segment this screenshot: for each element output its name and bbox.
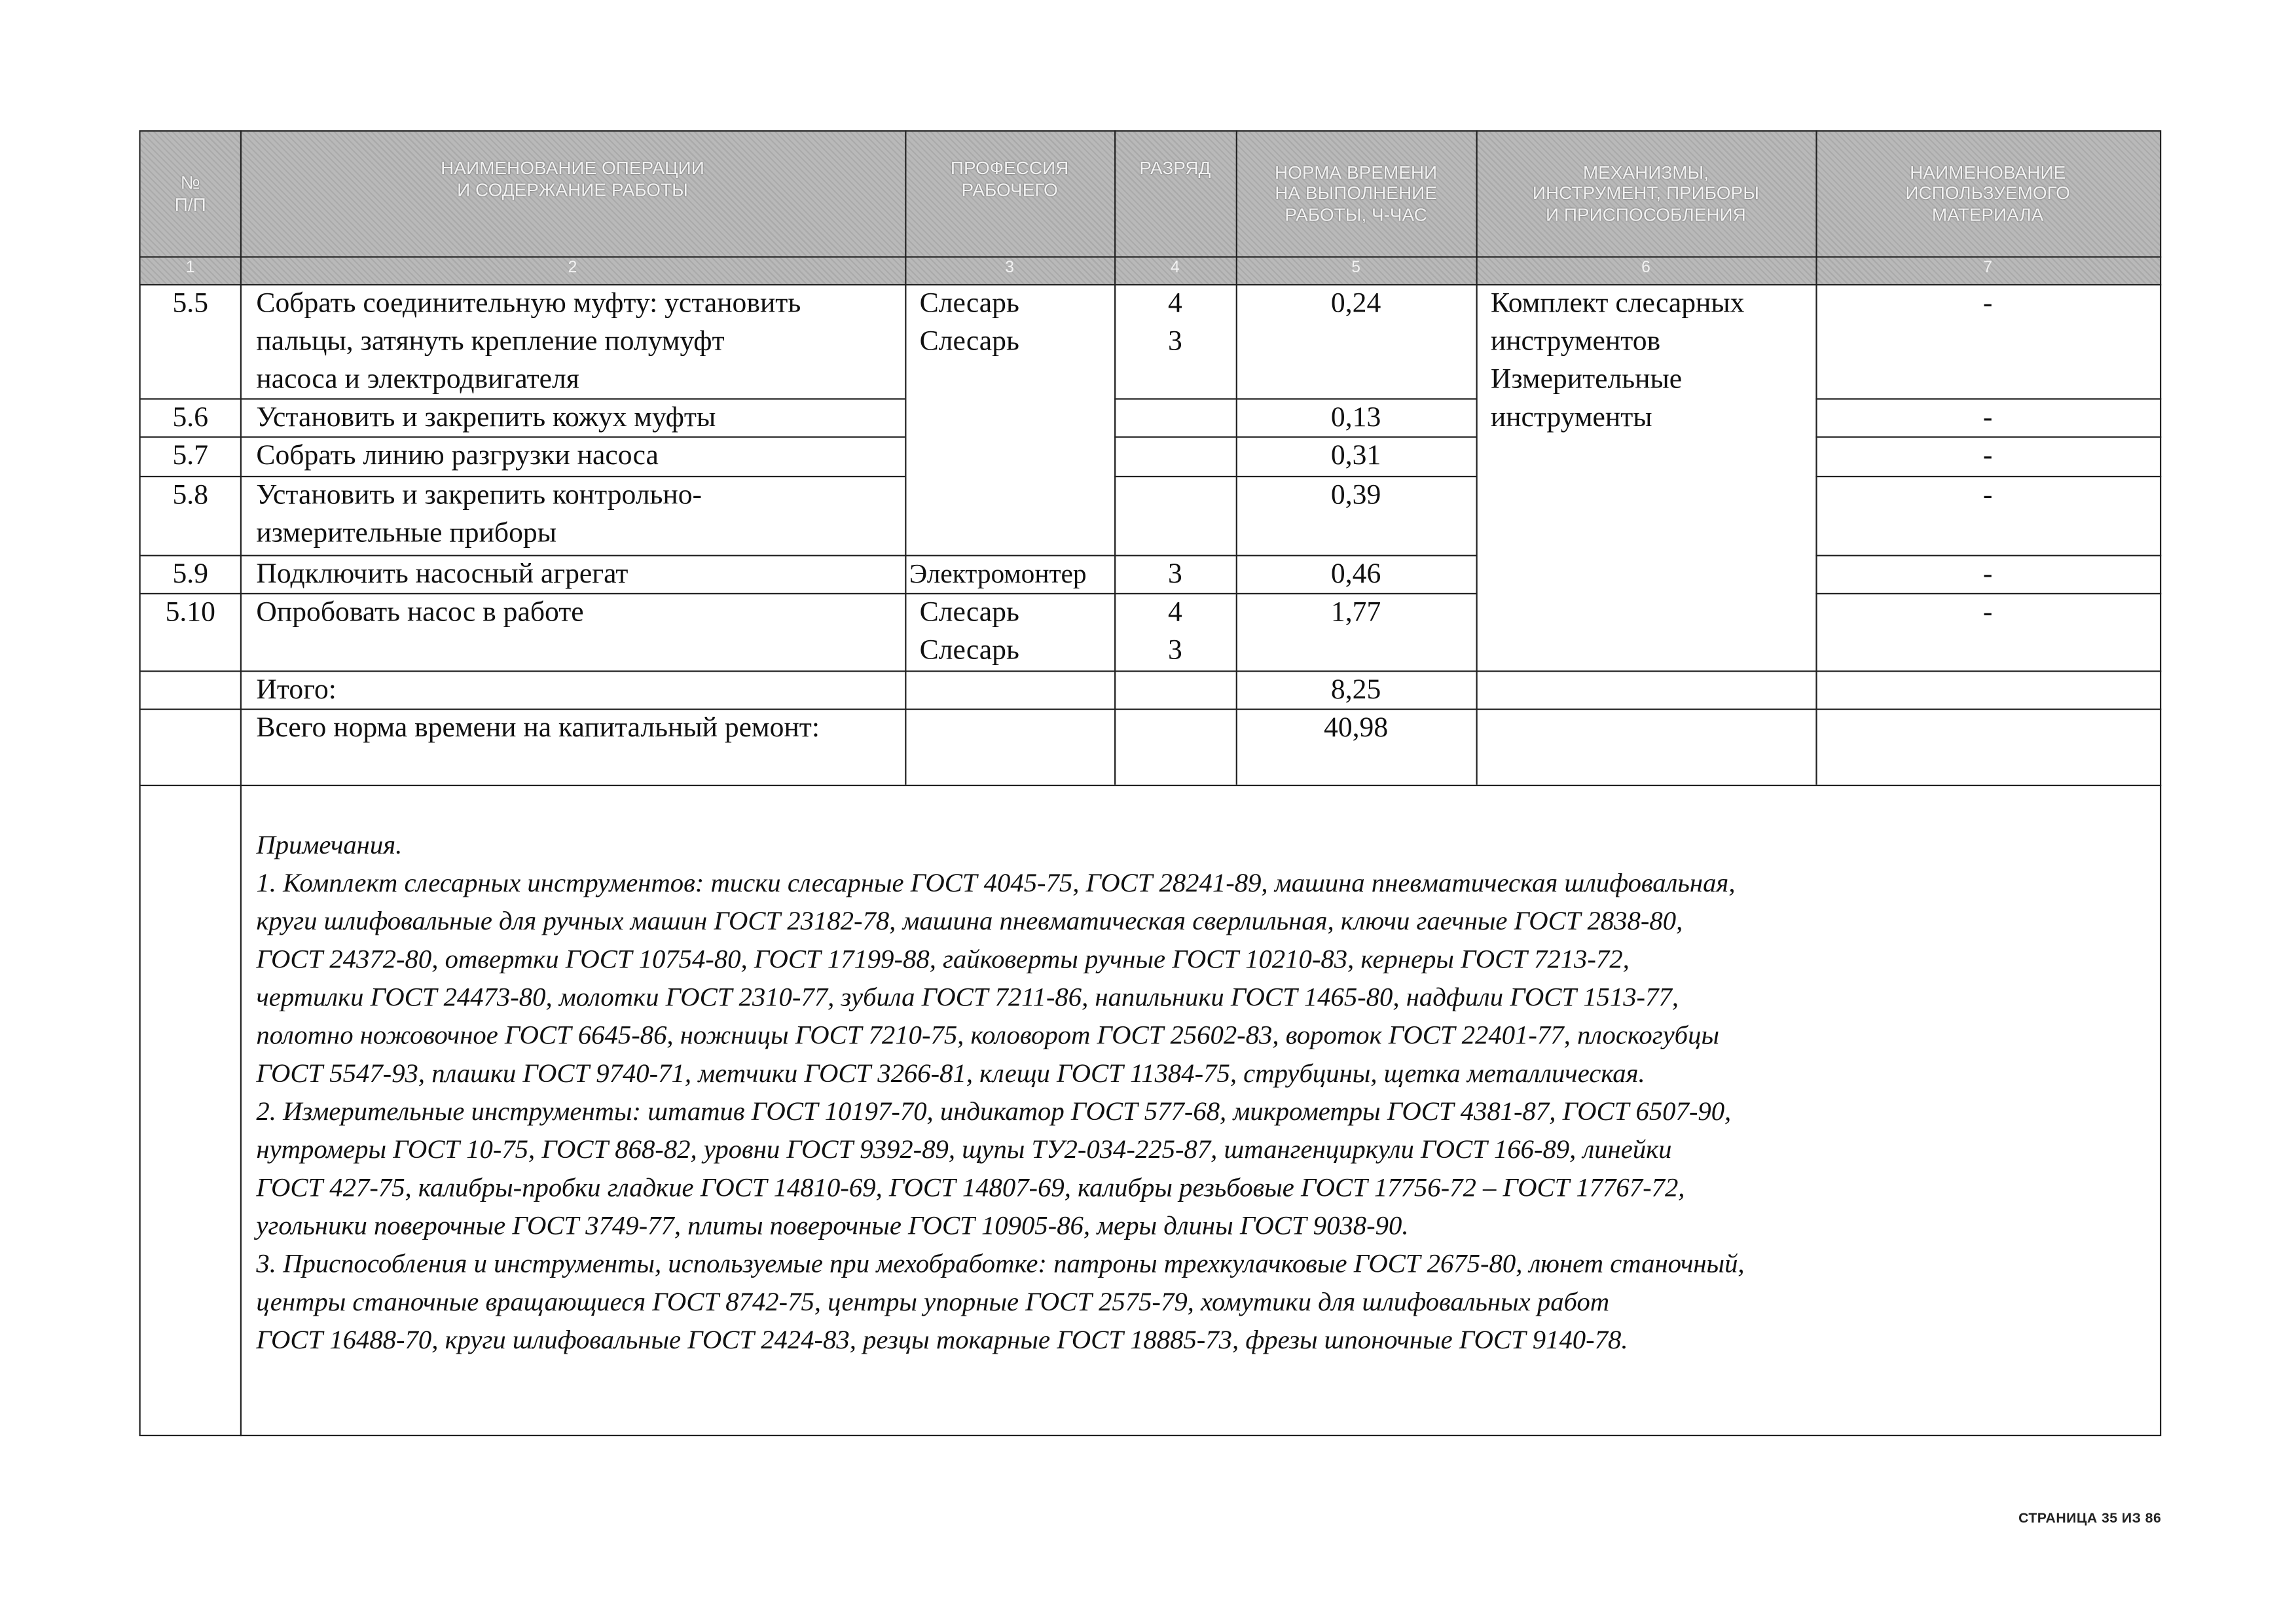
subtotal-label: Итого:: [256, 675, 337, 706]
notes-line: центры станочные вращающиеся ГОСТ 8742-75, центры упорные ГОСТ 2575-79, хомутики для шлифовальных работ: [256, 1286, 1610, 1316]
row-5.5-operation-line2: пальцы, затянуть крепление полумуфт: [256, 326, 725, 357]
notes-line: угольники поверочные ГОСТ 3749-77, плиты поверочные ГОСТ 10905-86, меры длины ГОСТ 9038-90.: [256, 1210, 1409, 1240]
header-col-7: НАИМЕНОВАНИЕ ИСПОЛЬЗУЕМОГО МАТЕРИАЛА: [1815, 132, 2160, 256]
notes-line: чертилки ГОСТ 24473-80, молотки ГОСТ 2310-77, зубила ГОСТ 7211-86, напильники ГОСТ 1465-80, надфили ГОСТ 1513-77,: [256, 982, 1679, 1012]
row-5.10-material: -: [1982, 597, 1993, 628]
row-5.9-operation: Подключить насосный агрегат: [256, 559, 629, 590]
notes-line: ГОСТ 427-75, калибры-пробки гладкие ГОСТ 14810-69, ГОСТ 14807-69, калибры резьбовые ГОСТ 17756-72 – ГОСТ 17767-72,: [256, 1172, 1685, 1202]
row-5.5-grade-1: 4: [1167, 288, 1182, 319]
total-label: Всего норма времени на капитальный ремонт:: [256, 713, 820, 744]
row-5.5-norm: 0,24: [1330, 288, 1381, 319]
row-5.5-operation-line3: насоса и электродвигателя: [256, 364, 579, 395]
row-5.10-grade-1: 4: [1167, 597, 1182, 628]
row-5.9-grade: 3: [1167, 559, 1182, 590]
row-5.8-operation-line2: измерительные приборы: [256, 518, 557, 549]
rule: [240, 130, 242, 284]
header-col-2: НАИМЕНОВАНИЕ ОПЕРАЦИИ И СОДЕРЖАНИЕ РАБОТЫ: [240, 132, 905, 256]
row-5.6-material: -: [1982, 403, 1993, 434]
colnum-4: 4: [1114, 258, 1236, 284]
header-col-6: МЕХАНИЗМЫ, ИНСТРУМЕНТ, ПРИБОРЫ И ПРИСПОСОБЛЕНИЯ: [1476, 132, 1815, 256]
colnum-2: 2: [240, 258, 905, 284]
notes-line: 1. Комплект слесарных инструментов: тиски слесарные ГОСТ 4045-75, ГОСТ 28241-89, машина пневматическая шлифовальная,: [256, 868, 1736, 898]
colnum-3: 3: [905, 258, 1114, 284]
row-5.10-profession-2: Слесарь: [919, 635, 1019, 666]
row-5.7-norm: 0,31: [1330, 441, 1381, 472]
row-5.9-material: -: [1982, 559, 1993, 590]
row-5.10-no: 5.10: [165, 597, 215, 628]
header-col-1: № П/П: [141, 132, 240, 256]
row-5.7-material: -: [1982, 441, 1993, 472]
row-5.8-operation-line1: Установить и закрепить контрольно-: [256, 480, 702, 511]
tools-line3: Измерительные: [1490, 364, 1683, 395]
notes-line: 3. Приспособления и инструменты, используемые при мехобработке: патроны трехкулачковые ГОСТ 2675-80, люнет станочный,: [256, 1248, 1745, 1278]
rule: [1236, 130, 1237, 284]
notes-line: ГОСТ 24372-80, отвертки ГОСТ 10754-80, ГОСТ 17199-88, гайковерты ручные ГОСТ 10210-83, кернеры ГОСТ 7213-72,: [256, 944, 1630, 974]
rule: [139, 256, 2161, 257]
row-5.9-norm: 0,46: [1330, 559, 1381, 590]
tools-line4: инструменты: [1490, 403, 1652, 434]
notes-line: круги шлифовальные для ручных машин ГОСТ 23182-78, машина пневматическая сверлильная, ключи гаечные ГОСТ 2838-80,: [256, 906, 1683, 936]
row-5.5-no: 5.5: [172, 288, 209, 319]
row-5.6-operation: Установить и закрепить кожух муфты: [256, 403, 716, 434]
row-5.9-profession: Электромонтер: [909, 560, 1087, 590]
row-5.10-profession-1: Слесарь: [919, 597, 1019, 628]
colnum-1: 1: [141, 258, 240, 284]
rule: [1476, 130, 1477, 284]
row-5.5-profession-1: Слесарь: [919, 288, 1019, 319]
row-5.6-norm: 0,13: [1330, 403, 1381, 434]
notes-line: 2. Измерительные инструменты: штатив ГОСТ 10197-70, индикатор ГОСТ 577-68, микрометры ГОСТ 4381-87, ГОСТ 6507-90,: [256, 1096, 1732, 1126]
colnum-6: 6: [1476, 258, 1815, 284]
tools-line2: инструментов: [1490, 326, 1661, 357]
row-5.5-operation-line1: Собрать соединительную муфту: установить: [256, 288, 801, 319]
rule: [1114, 130, 1116, 284]
row-5.10-operation: Опробовать насос в работе: [256, 597, 584, 628]
total-value: 40,98: [1324, 713, 1389, 744]
tools-line1: Комплект слесарных: [1490, 288, 1745, 319]
row-5.10-grade-2: 3: [1167, 635, 1182, 666]
row-5.8-norm: 0,39: [1330, 480, 1381, 511]
notes-line: нутромеры ГОСТ 10-75, ГОСТ 868-82, уровни ГОСТ 9392-89, щупы ТУ2-034-225-87, штангенциркули ГОСТ 166-89, линейки: [256, 1134, 1672, 1164]
row-5.5-material: -: [1982, 288, 1993, 319]
row-5.7-no: 5.7: [172, 441, 209, 472]
subtotal-value: 8,25: [1330, 675, 1381, 706]
rule: [240, 284, 242, 1436]
header-col-4: РАЗРЯД: [1114, 132, 1236, 256]
row-5.8-material: -: [1982, 480, 1993, 511]
colnum-7: 7: [1815, 258, 2160, 284]
row-5.6-no: 5.6: [172, 403, 209, 434]
row-5.9-no: 5.9: [172, 559, 209, 590]
page-number: СТРАНИЦА 35 ИЗ 86: [2018, 1511, 2162, 1527]
header-col-3: ПРОФЕССИЯ РАБОЧЕГО: [905, 132, 1114, 256]
notes-line: полотно ножовочное ГОСТ 6645-86, ножницы ГОСТ 7210-75, коловорот ГОСТ 25602-83, вороток ГОСТ 22401-77, плоскогубцы: [256, 1020, 1720, 1050]
colnum-5: 5: [1236, 258, 1476, 284]
row-5.7-operation: Собрать линию разгрузки насоса: [256, 441, 659, 472]
notes-line: ГОСТ 16488-70, круги шлифовальные ГОСТ 2424-83, резцы токарные ГОСТ 18885-73, фрезы шпоночные ГОСТ 9140-78.: [256, 1325, 1628, 1354]
row-5.8-no: 5.8: [172, 480, 209, 511]
rule: [139, 785, 2161, 786]
rule: [1815, 130, 1817, 284]
notes-line: ГОСТ 5547-93, плашки ГОСТ 9740-71, метчики ГОСТ 3266-81, клещи ГОСТ 11384-75, струбцины, щетка металлическая.: [256, 1058, 1645, 1088]
row-5.5-profession-2: Слесарь: [919, 326, 1019, 357]
row-5.10-norm: 1,77: [1330, 597, 1381, 628]
header-col-5: НОРМА ВРЕМЕНИ НА ВЫПОЛНЕНИЕ РАБОТЫ, Ч-ЧАС: [1236, 132, 1476, 256]
rule: [139, 670, 2161, 672]
row-5.5-grade-2: 3: [1167, 326, 1182, 357]
rule: [905, 130, 906, 284]
notes-title: Примечания.: [256, 830, 403, 859]
notes-block: [256, 825, 2145, 1358]
